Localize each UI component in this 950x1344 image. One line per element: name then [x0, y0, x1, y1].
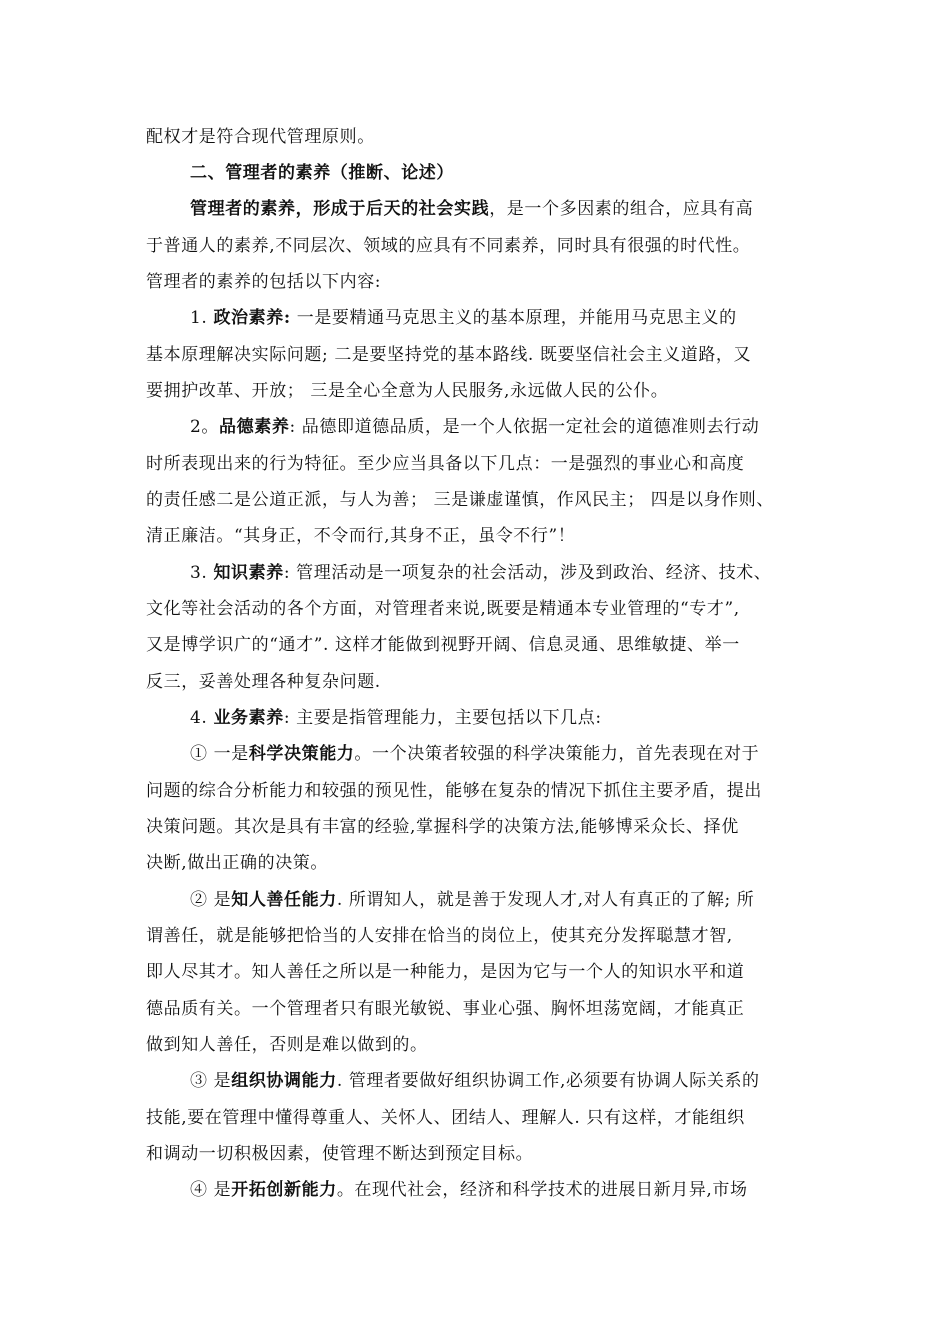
item-number: 3.	[190, 563, 214, 583]
line-text: 又是博学识广的“通才”. 这样才能做到视野开阔、信息灵通、思维敏捷、举一	[146, 635, 740, 655]
line-12	[146, 524, 575, 548]
line-text: 基本原理解决实际问题; 二是要坚持党的基本路线. 既要坚信社会主义道路，又	[146, 345, 752, 365]
subitem-title: 科学决策能力	[248, 744, 355, 764]
line-21	[146, 851, 328, 875]
line-26	[146, 1033, 428, 1057]
line-text: 要拥护改革、开放； 三是全心全意为人民服务,永远做人民的公仆。	[146, 381, 669, 401]
heading-text: 二、管理者的素养（推断、论述）	[190, 163, 454, 183]
subitem-title: 组织协调能力	[231, 1071, 337, 1091]
line-16	[146, 670, 381, 694]
line-3	[190, 197, 753, 221]
subitem-1-line	[190, 742, 759, 766]
line-text: : 管理活动是一项复杂的社会活动，涉及到政治、经济、技术、	[283, 563, 772, 583]
subitem-title: 知人善任能力	[231, 890, 337, 910]
line-text: 清正廉洁。“其身正，不令而行,其身不正，虽令不行”！	[146, 526, 576, 546]
section-heading	[190, 161, 454, 185]
line-10	[146, 452, 744, 476]
line-19	[146, 779, 762, 803]
line-text: 于普通人的素养,不同层次、领域的应具有不同素养，同时具有很强的时代性。	[146, 236, 751, 256]
subitem-marker: ① 一是	[190, 744, 249, 764]
line-text: 即人尽其才。知人善任之所以是一种能力，是因为它与一个人的知识水平和道	[146, 962, 745, 982]
line-23	[146, 924, 733, 948]
item-3-line	[190, 561, 771, 585]
subitem-marker: ④ 是	[190, 1180, 232, 1200]
bold-text: 管理者的素养，形成于后天的社会实践	[190, 199, 490, 219]
line-14	[146, 597, 740, 621]
line-15	[146, 633, 740, 657]
line-text: 谓善任，就是能够把恰当的人安排在恰当的岗位上，使其充分发挥聪慧才智,	[146, 926, 733, 946]
line-text: : 品德即道德品质，是一个人依据一定社会的道德准则去行动	[289, 417, 760, 437]
line-text: 做到知人善任，否则是难以做到的。	[146, 1035, 428, 1055]
line-11	[146, 488, 774, 512]
subitem-3-line	[190, 1069, 760, 1093]
line-4	[146, 234, 750, 258]
subitem-4-line	[190, 1178, 748, 1202]
line-text: 时所表现出来的行为特征。至少应当具备以下几点：一是强烈的事业心和高度	[146, 454, 745, 474]
line-25	[146, 997, 744, 1021]
line-1	[146, 125, 375, 149]
item-2-line	[190, 415, 759, 439]
line-text: 问题的综合分析能力和较强的预见性，能够在复杂的情况下抓住主要矛盾，提出	[146, 781, 762, 801]
line-text: 的责任感二是公道正派，与人为善； 三是谦虚谨慎，作风民主； 四是以身作则、	[146, 490, 775, 510]
subitem-marker: ③ 是	[190, 1071, 232, 1091]
line-text: 技能,要在管理中懂得尊重人、关怀人、团结人、理解人. 只有这样，才能组织	[146, 1108, 745, 1128]
line-29	[146, 1142, 533, 1166]
line-20	[146, 815, 739, 839]
item-number: 2。	[190, 417, 220, 437]
line-text: 文化等社会活动的各个方面，对管理者来说,既要是精通本专业管理的“专才”,	[146, 599, 740, 619]
subitem-marker: ② 是	[190, 890, 232, 910]
line-text: : 主要是指管理能力，主要包括以下几点:	[283, 708, 602, 728]
line-text: 和调动一切积极因素，使管理不断达到预定目标。	[146, 1144, 534, 1164]
line-text: 德品质有关。一个管理者只有眼光敏锐、事业心强、胸怀坦荡宽阔，才能真正	[146, 999, 745, 1019]
line-8	[146, 379, 668, 403]
item-title: 品德素养	[219, 417, 290, 437]
line-text: ，是一个多因素的组合，应具有高	[489, 199, 754, 219]
subitem-title: 开拓创新能力	[231, 1180, 337, 1200]
line-7	[146, 343, 751, 367]
line-text: 。在现代社会，经济和科学技术的进展日新月异,市场	[336, 1180, 748, 1200]
item-number: 4.	[190, 708, 214, 728]
item-title: 知识素养	[213, 563, 284, 583]
item-title: 业务素养	[213, 708, 284, 728]
line-text: 。一个决策者较强的科学决策能力，首先表现在对于	[354, 744, 760, 764]
line-text: 反三，妥善处理各种复杂问题.	[146, 672, 381, 692]
line-28	[146, 1106, 745, 1130]
line-text: . 所谓知人，就是善于发现人才,对人有真正的了解; 所	[336, 890, 755, 910]
line-text: 决断,做出正确的决策。	[146, 853, 329, 873]
item-title: 政治素养:	[213, 308, 291, 328]
line-text: 一是要精通马克思主义的基本原理，并能用马克思主义的	[290, 308, 737, 328]
line-text: . 管理者要做好组织协调工作,必须要有协调人际关系的	[336, 1071, 760, 1091]
item-1-line	[190, 306, 737, 330]
item-number: 1.	[190, 308, 214, 328]
item-4-line	[190, 706, 602, 730]
line-text: 管理者的素养的包括以下内容:	[146, 272, 382, 292]
line-24	[146, 960, 744, 984]
line-text: 配权才是符合现代管理原则。	[146, 127, 375, 147]
line-text: 决策问题。其次是具有丰富的经验,掌握科学的决策方法,能够博采众长、择优	[146, 817, 739, 837]
subitem-2-line	[190, 888, 754, 912]
line-5	[146, 270, 381, 294]
